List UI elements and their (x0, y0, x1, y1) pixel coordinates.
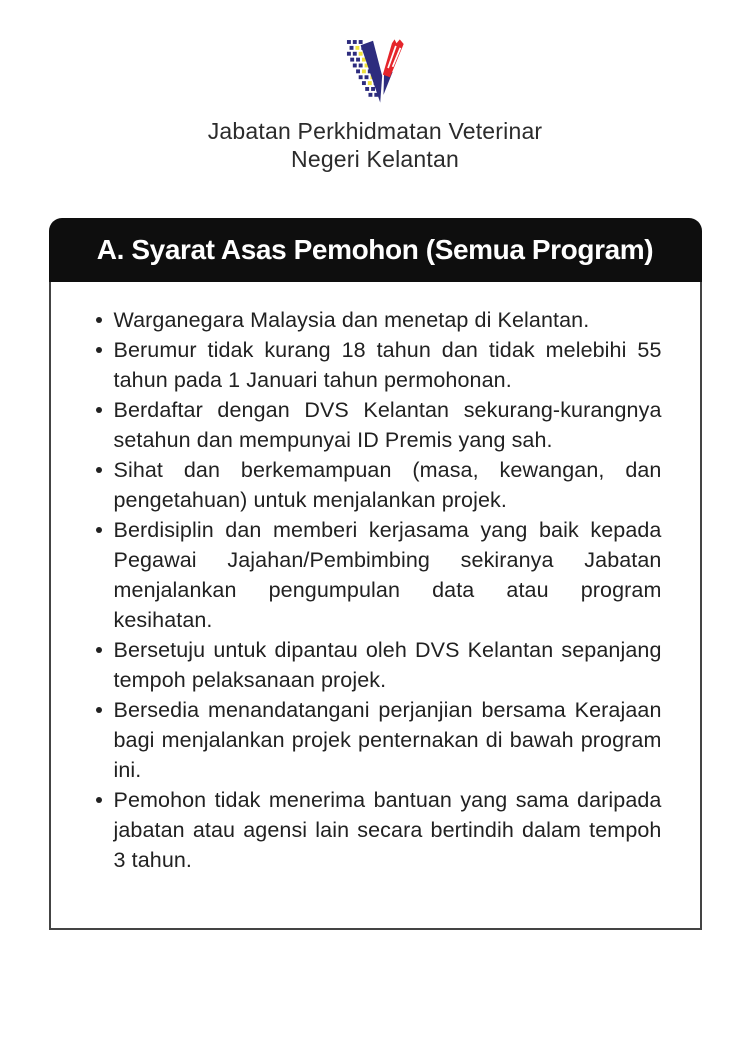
list-item (95, 455, 662, 515)
list-item (95, 395, 662, 455)
org-name (0, 117, 750, 173)
section-title-bar (49, 218, 702, 282)
list-item-text: Bersetuju untuk dipantau oleh DVS Kelantan sepanjang tempoh pelaksanaan projek. (113, 638, 662, 692)
list-item (95, 305, 662, 335)
list-item (95, 515, 662, 635)
list-item (95, 335, 662, 395)
list-item-text: Berdaftar dengan DVS Kelantan sekurang-kurangnya setahun dan mempunyai ID Premis yang sah. (113, 398, 662, 452)
list-item-text: Sihat dan berkemampuan (masa, kewangan, dan pengetahuan) untuk menjalankan projek. (113, 458, 662, 512)
list-item-text: Berumur tidak kurang 18 tahun dan tidak melebihi 55 tahun pada 1 Januari tahun permohonan. (113, 338, 662, 392)
org-name-line2: Negeri Kelantan (291, 146, 459, 172)
requirements-box (49, 282, 702, 930)
section-title: A. Syarat Asas Pemohon (Semua Program) (96, 234, 654, 265)
bullet-icon (96, 797, 102, 803)
dvs-logo-icon (345, 38, 405, 106)
list-item (95, 785, 662, 875)
list-item (95, 635, 662, 695)
bullet-icon (96, 527, 102, 533)
bullet-icon (96, 467, 102, 473)
bullet-icon (96, 407, 102, 413)
list-item-text: Pemohon tidak menerima bantuan yang sama daripada jabatan atau agensi lain secara bertindih dalam tempoh 3 tahun. (113, 788, 662, 872)
logo-container (0, 0, 750, 106)
bullet-icon (96, 647, 102, 653)
org-name-line1: Jabatan Perkhidmatan Veterinar (207, 118, 543, 144)
list-item-text: Warganegara Malaysia dan menetap di Kelantan. (113, 308, 590, 332)
bullet-icon (96, 347, 102, 353)
bullet-icon (96, 317, 102, 323)
list-item-text: Bersedia menandatangani perjanjian bersama Kerajaan bagi menjalankan projek penternakan di bawah program ini. (113, 698, 662, 782)
requirements-list (95, 305, 662, 875)
list-item (95, 695, 662, 785)
bullet-icon (96, 707, 102, 713)
requirements-card (49, 218, 702, 930)
list-item-text: Berdisiplin dan memberi kerjasama yang baik kepada Pegawai Jajahan/Pembimbing sekiranya Jabatan menjalankan pengumpulan data atau program kesihatan. (113, 518, 662, 632)
